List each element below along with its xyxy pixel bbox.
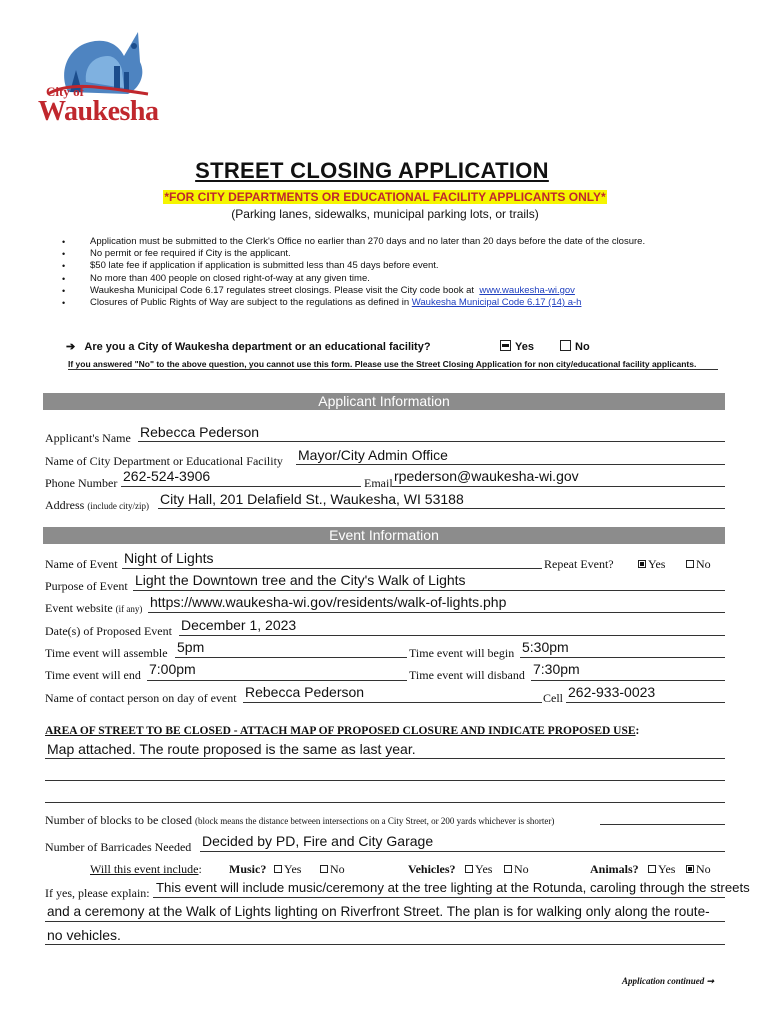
contact-value[interactable]: Rebecca Pederson [245, 684, 365, 700]
rule-text: Waukesha Municipal Code 6.17 regulates street closings. Please visit the City code book at [90, 284, 475, 296]
website-value[interactable]: https://www.waukesha-wi.gov/residents/walk-of-lights.php [150, 594, 507, 610]
contact-line [243, 702, 542, 703]
area-heading [45, 725, 639, 737]
barricades-label: Number of Barricades Needed [45, 840, 192, 854]
rule-item: • Application must be submitted to the Clerk's Office no earlier than 270 days and no later than 20 days before the date of the closure. [62, 236, 645, 248]
city-website-link[interactable]: www.waukesha-wi.gov [479, 284, 575, 296]
event-section-header: Event Information [43, 527, 725, 544]
website-label [45, 601, 142, 616]
end-value[interactable]: 7:00pm [149, 661, 196, 677]
animals-yes-label: Yes [658, 862, 676, 876]
question-yes-option[interactable] [500, 340, 534, 353]
vehicles-yes-checkbox[interactable] [465, 865, 473, 873]
repeat-no-label: No [696, 557, 711, 571]
begin-line [520, 657, 725, 658]
blocks-line[interactable] [600, 824, 725, 825]
cell-line [566, 702, 725, 703]
assemble-value[interactable]: 5pm [177, 639, 205, 655]
animals-no-option[interactable] [686, 862, 711, 877]
subtitle: *FOR CITY DEPARTMENTS OR EDUCATIONAL FACILITY APPLICANTS ONLY* [164, 190, 606, 204]
subtitle-row [0, 188, 770, 206]
event-name-label: Name of Event [45, 557, 118, 571]
area-value[interactable]: Map attached. The route proposed is the same as last year. [47, 741, 416, 757]
dates-label: Date(s) of Proposed Event [45, 624, 172, 638]
area-line-3 [45, 802, 725, 803]
cell-label: Cell [543, 691, 563, 705]
blocks-label-text: Number of blocks to be closed [45, 813, 192, 827]
page-title: STREET CLOSING APPLICATION [195, 158, 549, 183]
assemble-label: Time event will assemble [45, 646, 168, 660]
applicant-name-value[interactable]: Rebecca Pederson [140, 424, 260, 440]
explain-line-3 [45, 944, 725, 945]
address-label-text: Address [45, 498, 85, 512]
email-line [392, 486, 725, 487]
music-no-label: No [330, 862, 345, 876]
animals-yes-option[interactable] [648, 862, 675, 877]
rule-item: • No more than 400 people on closed right-of-way at any given time. [62, 273, 645, 285]
vehicles-no-checkbox[interactable] [504, 865, 512, 873]
purpose-value[interactable]: Light the Downtown tree and the City's Walk of Lights [135, 572, 466, 588]
note-underline [68, 369, 718, 370]
city-logo [28, 22, 168, 137]
cell-value[interactable]: 262-933-0023 [568, 684, 656, 700]
vehicles-label: Vehicles? [408, 862, 456, 876]
question-text: Are you a City of Waukesha department or an educational facility? [84, 341, 431, 353]
contact-label: Name of contact person on day of event [45, 691, 237, 705]
animals-no-checkbox[interactable] [686, 865, 694, 873]
blocks-label [45, 813, 554, 828]
area-line-1 [45, 758, 725, 759]
email-value[interactable]: rpederson@waukesha-wi.gov [394, 468, 579, 484]
rule-item: • $50 late fee if application if application is submitted less than 45 days before event. [62, 260, 645, 272]
address-label [45, 498, 149, 513]
purpose-line [133, 590, 725, 591]
vehicles-no-label: No [514, 862, 529, 876]
address-value[interactable]: City Hall, 201 Delafield St., Waukesha, WI 53188 [160, 491, 464, 507]
parking-note: (Parking lanes, sidewalks, municipal parking lots, or trails) [231, 207, 539, 221]
repeat-yes-option[interactable] [638, 557, 665, 572]
municipal-code-link[interactable]: Waukesha Municipal Code 6.17 (14) a-h [411, 297, 582, 309]
barricades-value[interactable]: Decided by PD, Fire and City Garage [202, 833, 434, 849]
question-no-option[interactable] [560, 340, 590, 353]
event-name-value[interactable]: Night of Lights [124, 550, 214, 566]
no-label: No [575, 341, 590, 353]
blocks-label-sub: (block means the distance between intersections on a City Street, or 200 yards whichever is shorter) [194, 816, 555, 826]
no-checkbox[interactable] [560, 340, 571, 351]
vehicles-yes-option[interactable] [465, 862, 492, 877]
explain-value-line1[interactable]: This event will include music/ceremony at the tree lighting at the Rotunda, caroling through the streets [156, 880, 750, 895]
explain-line-1 [153, 897, 725, 898]
yes-checkbox[interactable] [500, 340, 511, 351]
website-label-sub: (if any) [115, 604, 143, 614]
area-heading-colon: : [635, 725, 640, 737]
include-label [90, 862, 202, 877]
area-heading-text: AREA OF STREET TO BE CLOSED - ATTACH MAP OF PROPOSED CLOSURE AND INDICATE PROPOSED USE [45, 725, 636, 737]
event-name-line [122, 568, 542, 569]
dates-value[interactable]: December 1, 2023 [181, 617, 297, 633]
end-label: Time event will end [45, 668, 141, 682]
repeat-event-label: Repeat Event? [544, 557, 614, 571]
department-value[interactable]: Mayor/City Admin Office [298, 447, 448, 463]
department-line [296, 464, 725, 465]
music-label: Music? [229, 862, 267, 876]
vehicles-no-option[interactable] [504, 862, 529, 877]
animals-no-label: No [696, 862, 711, 876]
include-label-text: Will this event include [90, 862, 199, 876]
rule-text: Closures of Public Rights of Way are subject to the regulations as defined in [90, 297, 410, 309]
website-label-text: Event website [45, 601, 113, 615]
arrow-right-icon: ➔ [66, 341, 76, 353]
music-yes-option[interactable] [274, 862, 301, 877]
department-label: Name of City Department or Educational Facility [45, 454, 283, 468]
include-colon: : [198, 862, 202, 876]
application-continued: Application continued ➞ [622, 976, 715, 986]
music-yes-checkbox[interactable] [274, 865, 282, 873]
rules-list [62, 236, 645, 309]
logo-city-of: City of [46, 84, 84, 99]
vehicles-yes-label: Yes [475, 862, 493, 876]
address-label-sub: (include city/zip) [87, 501, 150, 511]
disband-label: Time event will disband [409, 668, 525, 682]
rule-item [62, 285, 645, 297]
rule-item [62, 297, 645, 309]
phone-value[interactable]: 262-524-3906 [123, 468, 211, 484]
music-no-option[interactable] [320, 862, 345, 877]
website-line [148, 612, 725, 613]
animals-yes-checkbox[interactable] [648, 865, 656, 873]
music-no-checkbox[interactable] [320, 865, 328, 873]
explain-value-line3[interactable]: no vehicles. [47, 927, 121, 943]
yes-label: Yes [515, 341, 534, 353]
begin-value[interactable]: 5:30pm [522, 639, 569, 655]
music-yes-label: Yes [284, 862, 302, 876]
explain-label: If yes, please explain: [45, 886, 150, 900]
animals-label: Animals? [590, 862, 639, 876]
disband-line [531, 680, 725, 681]
rule-item: • No permit or fee required if City is the applicant. [62, 248, 645, 260]
question-note: If you answered "No" to the above question, you cannot use this form. Please use the Street Closing Application for non city/educational facility applicants. [68, 359, 697, 369]
phone-label: Phone Number [45, 476, 118, 490]
applicant-name-label: Applicant's Name [45, 431, 131, 445]
repeat-no-checkbox[interactable] [686, 560, 694, 568]
begin-label: Time event will begin [409, 646, 515, 660]
assemble-line [175, 657, 407, 658]
purpose-label: Purpose of Event [45, 579, 128, 593]
email-label: Email [364, 476, 393, 490]
address-line [158, 508, 725, 509]
disband-value[interactable]: 7:30pm [533, 661, 580, 677]
end-line [147, 680, 407, 681]
repeat-yes-checkbox[interactable] [638, 560, 646, 568]
applicant-section-header: Applicant Information [43, 393, 725, 410]
explain-line-2 [45, 921, 725, 922]
logo-name: Waukesha [38, 96, 159, 127]
area-line-2 [45, 780, 725, 781]
dates-line [179, 635, 725, 636]
explain-value-line2[interactable]: and a ceremony at the Walk of Lights lighting on Riverfront Street. The plan is for walking only along the route- [47, 904, 710, 919]
barricades-line [200, 851, 725, 852]
repeat-no-option[interactable] [686, 557, 711, 572]
applicant-name-line [138, 441, 725, 442]
repeat-yes-label: Yes [648, 557, 666, 571]
phone-line [121, 486, 361, 487]
eligibility-question [66, 340, 431, 353]
